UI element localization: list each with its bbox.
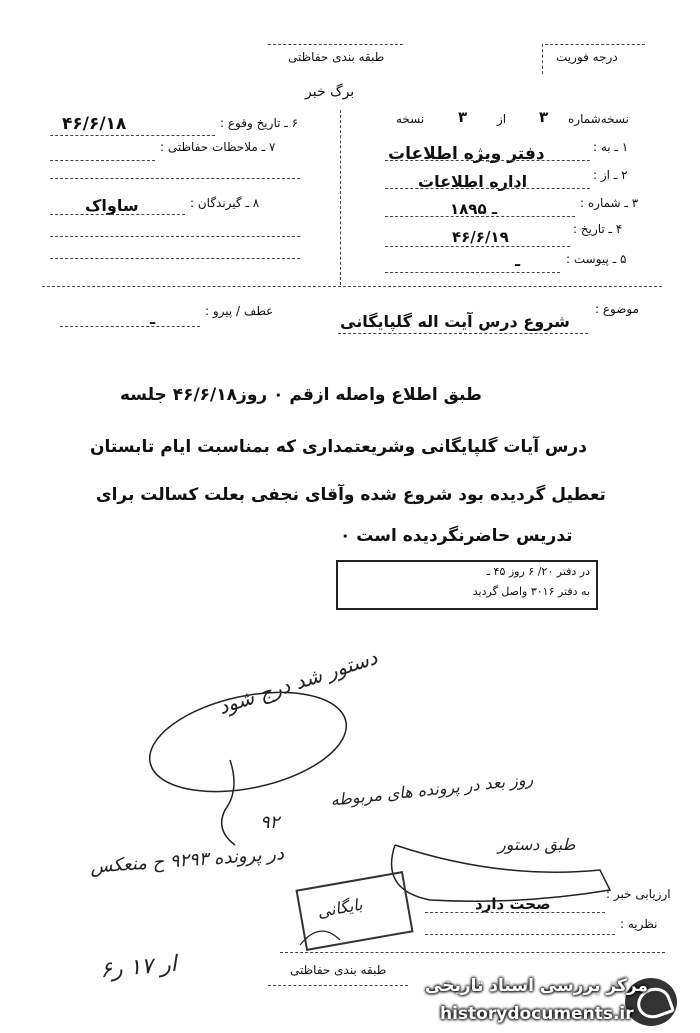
subject-label: موضوع : [595,302,640,316]
watermark-url: historydocuments.ir [440,1004,634,1024]
handnote-6: ار ۱۷ ر۶ [99,951,178,984]
evaluation-value: صحت دارد [475,895,551,913]
opinion-line [425,934,615,935]
event-date-value: ۴۶/۶/۱۸ [62,114,127,134]
event-date-label: ۶ ـ تاریخ وقوع : [220,116,299,130]
body-line-3: تعطیل گردیده بود شروع شده وآقای نجفی بعلت کسالت برای [96,485,606,505]
opinion-label: نظریه : [620,917,658,931]
body-line-1: طبق اطلاع واصله ازقم ۰ روز۴۶/۶/۱۸ جلسه [120,385,482,405]
handnote-2: روز بعد در پرونده های مربوطه [329,769,534,810]
date-label: ۴ ـ تاریخ : [573,222,623,236]
priority-label: درجه فوریت [556,50,618,64]
classification-bottom: طبقه بندی حفاظتی [290,963,387,977]
ref-value: ـ [150,310,156,328]
body-line-4: تدریس حاضرنگردیده است ۰ [340,526,573,546]
date-value: ۴۶/۶/۱۹ [452,228,509,246]
stamp-line-2: به دفتر ۳۰۱۶ واصل گردید [472,585,590,598]
handnote-3: ۹۲ [260,812,280,833]
copy-number: ۳ [539,108,549,126]
footer-line [280,952,665,953]
to-label: ۱ ـ به : [593,140,629,154]
stamp-line-1: در دفتر ۲۰/ ۶ روز ۴۵ ـ [486,565,590,578]
number-value: ۱۸۹۵ ـ [450,200,497,218]
handnote-5: در پرونده ۹۲۹۳ ح منعکس [89,843,285,878]
classification-top: طبقه بندی حفاظتی [288,50,385,64]
from-label: ۲ ـ از : [593,168,628,182]
evaluation-line [425,912,605,913]
recipients-value: ساواک [85,196,139,215]
evaluation-label: ارزیابی خبر : [606,887,671,901]
from-value: اداره اطلاعات [418,172,528,191]
to-value: دفتر ویژه اطلاعات [388,144,545,164]
handnote-1: دستور شد درج شود [215,645,381,719]
form-title: برگ خبر [305,84,355,100]
security-notes-label: ۷ ـ ملاحظات حفاظتی : [160,140,276,154]
handnote-4: طبق دستور [498,835,576,854]
classification-bottom-line [268,985,408,986]
of-number: ۳ [458,108,468,126]
copy-suffix: نسخه [396,112,425,126]
signature-stroke [222,760,235,845]
watermark-title: مرکز بررسی اسناد تاریخی [425,976,648,996]
recipients-label: ۸ ـ گیرندگان : [190,196,260,210]
of-label: از [497,112,507,126]
ref-label: عطف / پیرو : [205,304,274,318]
subject-value: شروع درس آیت اله گلپایگانی [340,312,570,331]
number-label: ۳ ـ شماره : [580,196,639,210]
copy-label: نسخه‌شماره [568,112,629,126]
body-line-2: درس آیات گلپایگانی وشریعتمداری که بمناسبت ایام تابستان [90,437,587,457]
attach-label: ۵ ـ پیوست : [566,252,627,266]
attach-value: ـ [515,252,521,270]
archive-stamp-text: بایگانی [315,894,364,922]
